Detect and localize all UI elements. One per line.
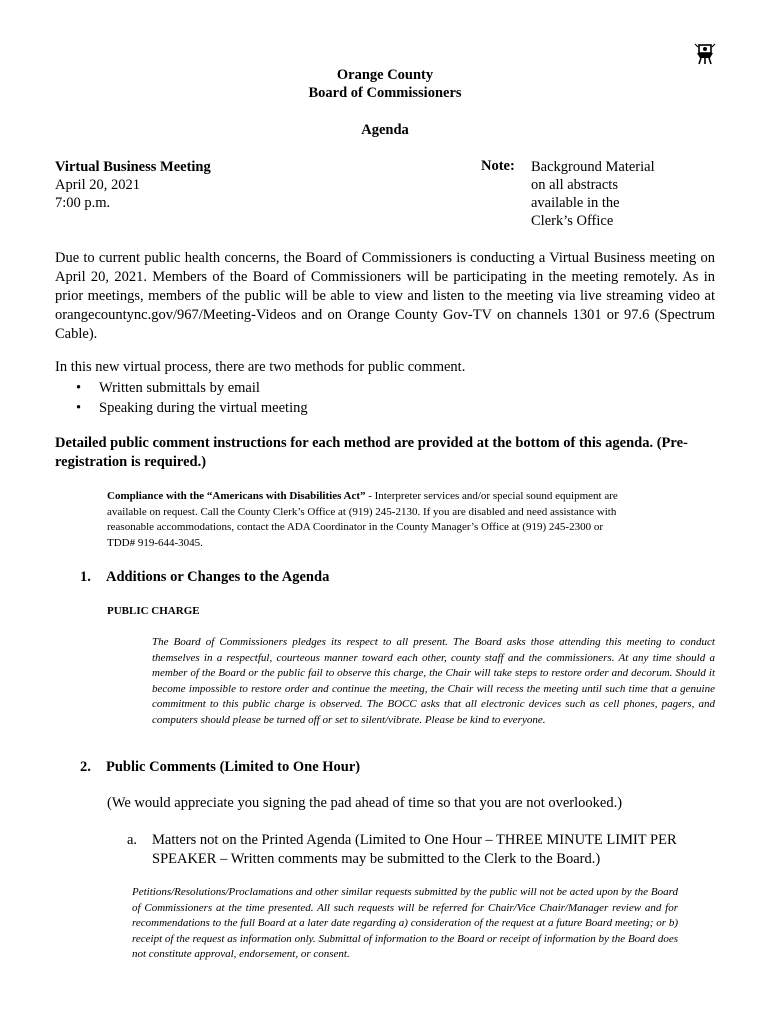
note-line: on all abstracts: [531, 177, 618, 193]
section-number: 2.: [80, 759, 91, 775]
ada-notice: [107, 489, 627, 551]
note-line: Background Material: [531, 159, 655, 175]
agenda-title: Agenda: [361, 122, 409, 138]
section-title: Public Comments (Limited to One Hour): [106, 759, 361, 775]
meeting-info: [55, 158, 211, 212]
section-number: 1.: [80, 569, 91, 585]
meeting-time: 7:00 p.m.: [55, 195, 111, 211]
section-title: Additions or Changes to the Agenda: [106, 569, 330, 585]
meeting-date: April 20, 2021: [55, 177, 140, 193]
county-seal-icon: [694, 42, 716, 66]
sign-pad-note: (We would appreciate you signing the pad ahead of time so that you are not overlooked.): [107, 795, 623, 811]
subitem-a: [127, 831, 712, 869]
meeting-name: Virtual Business Meeting: [55, 159, 211, 175]
intro-paragraph: Due to current public health concerns, the Board of Commissioners is conducting a Virtual Business meeting on April 20, 2021. Members of the Board of Commissioners will be participating in the meeting remotely. As in prior meetings, members of the public will be able to view and listen to the meeting via live streaming video at orangecountync.gov/967/Meeting-Videos and on Orange County Gov-TV on channels 1301 or 97.6 (Spectrum Cable).: [55, 250, 715, 342]
section-1-heading: [80, 569, 329, 586]
note-label: Note:: [481, 158, 515, 174]
note-line: Clerk’s Office: [531, 213, 614, 229]
methods-intro: In this new virtual process, there are two methods for public comment.: [55, 359, 466, 375]
public-charge-text: The Board of Commissioners pledges its respect to all present. The Board asks those attending this meeting to conduct themselves in a respectful, courteous manner toward each other, county staff and the commissioners. At any time should a member of the Board or the public fail to observe this charge, the Chair will take steps to restore order and decorum. Should it become impossible to restore order and continue the meeting, the Chair will recess the meeting until such time that a genuine commitment to this public charge is observed. The BOCC asks that all electronic devices such as cell phones, pagers, and computers should please be turned off or set to silent/vibrate. Please be kind to everyone.: [152, 636, 715, 726]
petitions-note: Petitions/Resolutions/Proclamations and other similar requests submitted by the public will not be acted upon by the Board of Commissioners at the time presented. All such requests will be referred for Chair/Vice Chair/Manager review and for recommendations to the full Board at a later date regarding a) consideration of the request at a future Board meeting; or b) receipt of the request as information only. Submittal of information to the Board or receipt of information by the Board does not constitute approval, endorsement, or consent.: [132, 886, 678, 960]
section-2-heading: [80, 759, 360, 776]
subitem-text: Matters not on the Printed Agenda (Limited to One Hour – THREE MINUTE LIMIT PER SPEAKER – Written comments may be submitted to the Clerk to the Board.): [152, 832, 677, 867]
subitem-letter: a.: [127, 832, 138, 848]
board-title: Board of Commissioners: [308, 85, 462, 101]
ada-text: - Interpreter services and/or special sound equipment are available on request. Call the County Clerk’s Office at (919) 245-2130. If you are disabled and need assistance with reasonable accommodations, contact the ADA Coordinator in the County Manager’s Office at (919) 245-2300 or TDD# 919-644-3045.: [107, 490, 618, 549]
instructions-note: Detailed public comment instructions for each method are provided at the bottom of this agenda. (Pre-registration is required.): [55, 435, 688, 470]
county-title: Orange County: [336, 67, 434, 83]
public-charge-label: PUBLIC CHARGE: [107, 605, 200, 617]
list-item: • Written submittals by email: [72, 378, 308, 398]
list-item: • Speaking during the virtual meeting: [72, 398, 308, 418]
ada-heading: Compliance with the “Americans with Disabilities Act”: [107, 490, 366, 502]
note-line: available in the: [531, 195, 620, 211]
note-text: [531, 158, 671, 230]
methods-list: [72, 378, 308, 418]
